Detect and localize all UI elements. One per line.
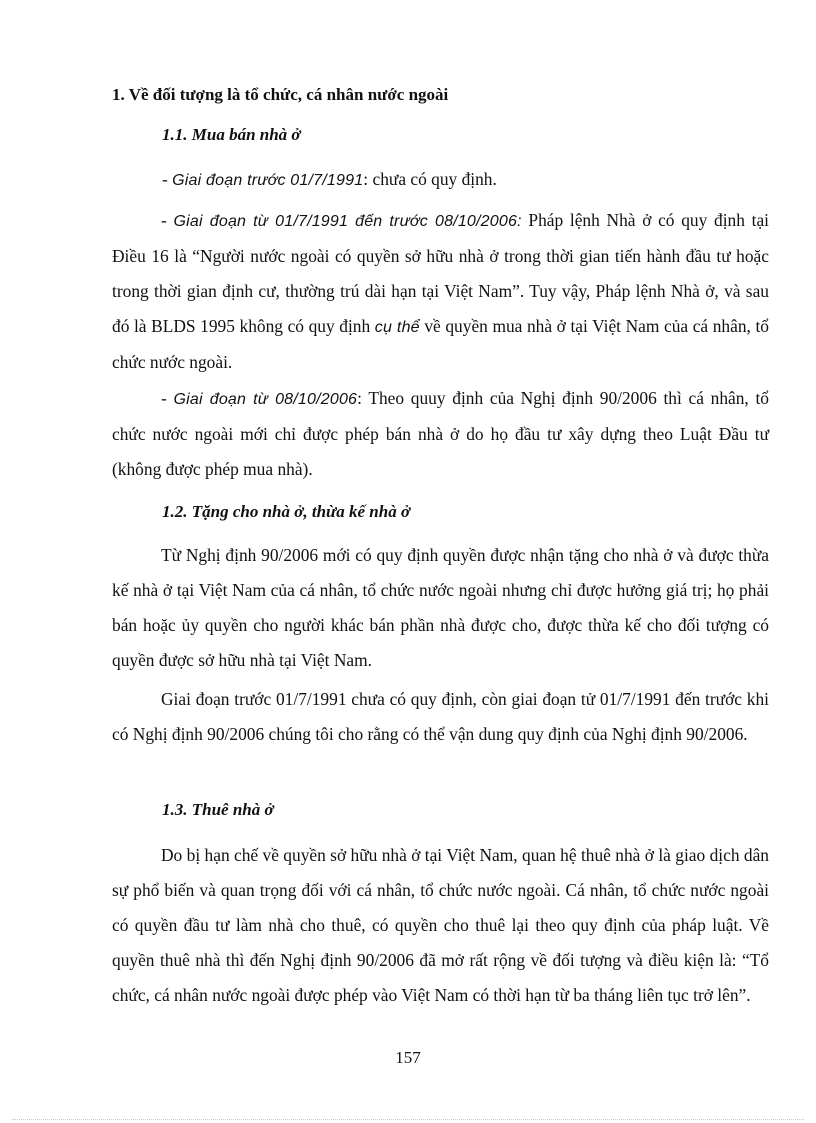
footer-divider bbox=[12, 1119, 804, 1120]
subsection-title-1-3: 1.3. Thuê nhà ở bbox=[162, 800, 274, 819]
dash-prefix: - bbox=[161, 388, 174, 408]
section-heading-1: 1. Về đối tượng là tổ chức, cá nhân nước ngoài bbox=[112, 85, 449, 104]
paragraph-1-1-a bbox=[162, 162, 769, 198]
paragraph-text: về quyền mua nhà ở tại Việt Nam của cá nhân, tổ chức nước ngoài. bbox=[112, 316, 769, 372]
period-label: Giai đoạn từ 01/7/1991 đến trước 08/10/2006: bbox=[173, 213, 522, 230]
dash-prefix: - bbox=[162, 169, 173, 189]
subsection-title-1-1: 1.1. Mua bán nhà ở bbox=[162, 125, 301, 144]
period-label: Giai đoạn trước 01/7/1991 bbox=[172, 172, 364, 189]
page-number: 157 bbox=[395, 1048, 421, 1067]
period-label: Giai đoạn từ 08/10/2006 bbox=[173, 391, 358, 408]
emphasis-text: cụ thể bbox=[374, 319, 420, 336]
paragraph-text: : chưa có quy định. bbox=[363, 169, 497, 189]
paragraph-1-2-b: Giai đoạn trước 01/7/1991 chưa có quy định, còn giai đoạn tử 01/7/1991 đến trước khi có Nghị định 90/2006 chúng tôi cho rằng có thể vận dung quy định của Nghị định 90/2006. bbox=[112, 689, 769, 744]
paragraph-1-1-c bbox=[112, 381, 769, 487]
paragraph-1-1-b bbox=[112, 203, 769, 380]
paragraph-1-3-a: Do bị hạn chế về quyền sở hữu nhà ở tại Việt Nam, quan hệ thuê nhà ở là giao dịch dân sự phổ biến và quan trọng đối với cá nhân, tổ chức nước ngoài. Cá nhân, tổ chức nước ngoài có quyền đầu tư làm nhà cho thuê, có quyền cho thuê lại theo quy định của pháp luật. Về quyền thuê nhà thì đến Nghị định 90/2006 đã mở rất rộng về đối tượng và điều kiện là: “Tổ chức, cá nhân nước ngoài được phép vào Việt Nam có thời hạn từ ba tháng liên tục trở lên”. bbox=[112, 845, 769, 1005]
dash-prefix: - bbox=[161, 210, 174, 230]
paragraph-1-2-a: Từ Nghị định 90/2006 mới có quy định quyền được nhận tặng cho nhà ở và được thừa kế nhà ở tại Việt Nam của cá nhân, tổ chức nước ngoài nhưng chỉ được hưởng giá trị; họ phải bán hoặc ủy quyền cho người khác bán phần nhà được cho, được thừa kế cho đối tượng có quyền được sở hữu nhà tại Việt Nam. bbox=[112, 545, 769, 670]
subsection-title-1-2: 1.2. Tặng cho nhà ở, thừa kế nhà ở bbox=[162, 502, 411, 521]
paragraph-text: Pháp lệnh Nhà ở có quy định tại Điều 16 là “Người nước ngoài có quyền sở hữu nhà ở trong thời gian tiến hành đầu tư hoặc trong thời gian định cư, thường trú dài hạn tại Việt Nam”. Tuy vậy, Pháp lệnh Nhà ở, và sau đó là BLDS 1995 không có quy định bbox=[112, 210, 769, 336]
paragraph-text: : Theo quuy định của Nghị định 90/2006 thì cá nhân, tổ chức nước ngoài mới chỉ được phép bán nhà ở do họ đầu tư xây dựng theo Luật Đầu tư (không được phép mua nhà). bbox=[112, 388, 769, 479]
